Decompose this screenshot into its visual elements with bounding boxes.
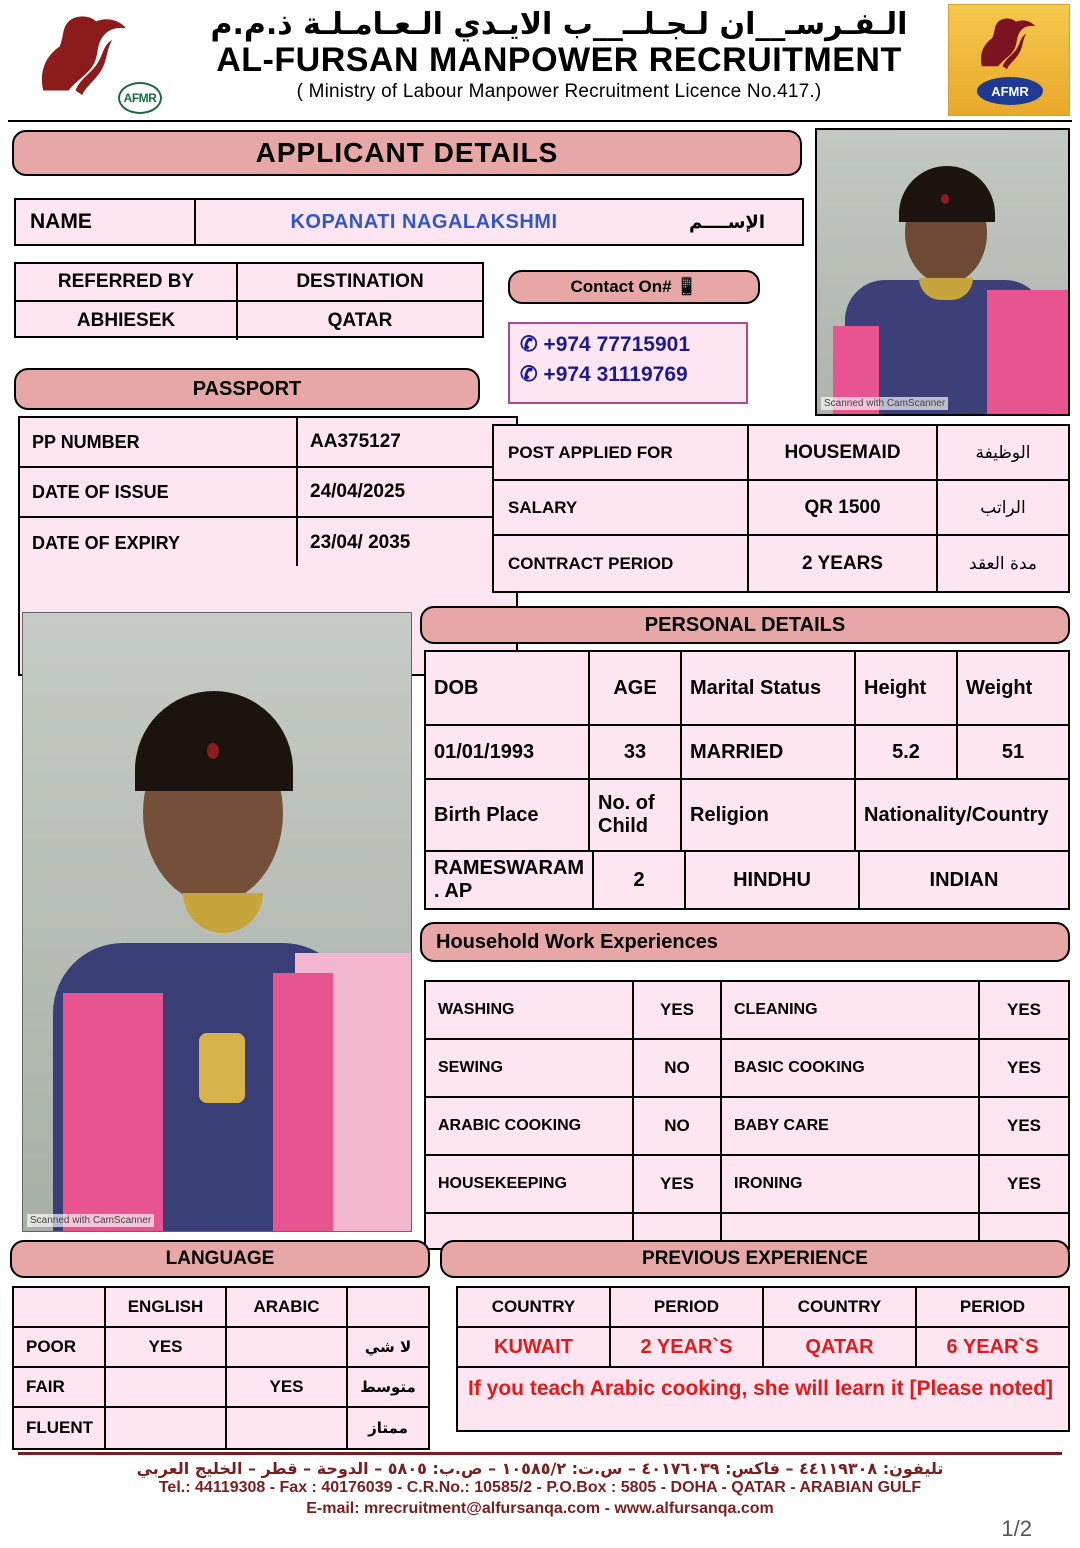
table-row — [20, 468, 516, 518]
header-divider — [8, 120, 1072, 122]
name-label: NAME — [16, 200, 196, 244]
header-text-block — [170, 4, 948, 103]
post-applied-table — [492, 424, 1070, 593]
baby-care-value: YES — [1006, 1116, 1042, 1135]
passport-number-label: PP NUMBER — [20, 418, 298, 466]
baby-care-label: BABY CARE — [722, 1098, 980, 1154]
arabic-cooking-label: ARABIC COOKING — [426, 1098, 634, 1154]
contract-period-arabic: مدة العقد — [969, 553, 1037, 574]
personal-details-table — [424, 650, 1070, 910]
salary-arabic: الراتب — [980, 497, 1026, 518]
date-of-issue-value: 24/04/2025 — [310, 481, 406, 502]
contact-number-1: ✆ +974 77715901 — [520, 333, 690, 356]
table-row — [426, 852, 1068, 908]
table-row — [458, 1288, 1068, 1328]
english-header: ENGLISH — [106, 1288, 227, 1326]
basic-cooking-label: BASIC COOKING — [722, 1040, 980, 1096]
period-header-2: PERIOD — [959, 1297, 1026, 1316]
poor-label: POOR — [14, 1328, 106, 1366]
fair-label: FAIR — [14, 1368, 106, 1406]
cleaning-label: CLEANING — [722, 982, 980, 1038]
sewing-value: NO — [634, 1040, 722, 1096]
fluent-arabic-label: ممتاز — [368, 1419, 408, 1437]
dob-value: 01/01/1993 — [426, 726, 590, 778]
page-number: 1/2 — [1001, 1516, 1032, 1541]
housekeeping-label: HOUSEKEEPING — [426, 1156, 634, 1212]
passport-table — [18, 416, 518, 570]
nationality-header: Nationality/Country — [864, 803, 1049, 826]
no-of-child-value: 2 — [594, 852, 686, 908]
fluent-arabic-value — [227, 1408, 348, 1448]
religion-header: Religion — [682, 780, 856, 850]
birth-place-value: RAMESWARAM . AP — [426, 852, 594, 908]
table-row — [426, 1098, 1068, 1156]
date-of-issue-label: DATE OF ISSUE — [20, 468, 298, 516]
name-label-arabic: الإســــم — [689, 211, 765, 233]
licence-line: ( Ministry of Labour Manpower Recruitment Licence No.417.) — [296, 80, 822, 102]
contract-period-label: CONTRACT PERIOD — [494, 536, 749, 591]
height-value: 5.2 — [856, 726, 958, 778]
table-row — [494, 536, 1068, 591]
company-name-arabic: الـفـرسـ__ان لـجـلــ__ب الايـدي الـعـامـلـة ذ.م.م — [210, 7, 908, 42]
table-row — [426, 780, 1068, 852]
table-row — [426, 726, 1068, 780]
fluent-english-value — [106, 1408, 227, 1448]
post-applied-value: HOUSEMAID — [749, 426, 938, 479]
contact-numbers — [508, 322, 748, 404]
household-work-header: Household Work Experiences — [420, 922, 1070, 962]
marital-status-header: Marital Status — [682, 652, 856, 724]
table-row — [458, 1328, 1068, 1368]
poor-arabic-label: لا شي — [364, 1338, 412, 1356]
table-row — [14, 1408, 428, 1448]
camscanner-watermark-main: Scanned with CamScanner — [27, 1214, 154, 1227]
birth-place-header: Birth Place — [426, 780, 590, 850]
contact-number-2: ✆ +974 31119769 — [520, 363, 688, 387]
page-title: APPLICANT DETAILS — [12, 130, 802, 176]
table-row — [20, 418, 516, 468]
referral-table — [14, 262, 484, 338]
arabic-side-header — [348, 1288, 428, 1326]
dob-header: DOB — [426, 652, 590, 724]
weight-value: 51 — [1001, 740, 1025, 763]
salary-label: SALARY — [494, 481, 749, 534]
mobile-phone-icon: 📱 — [676, 277, 698, 296]
cleaning-value: YES — [1006, 1000, 1042, 1019]
period-value-1: 2 YEAR`S — [611, 1328, 764, 1366]
table-row — [14, 1368, 428, 1408]
poor-arabic-value — [227, 1328, 348, 1366]
household-work-table — [424, 980, 1070, 1250]
poor-english-value: YES — [106, 1328, 227, 1366]
washing-value: YES — [634, 982, 722, 1038]
personal-details-header: PERSONAL DETAILS — [420, 606, 1070, 644]
destination-header: DESTINATION — [296, 271, 424, 292]
salary-value: QR 1500 — [749, 481, 938, 534]
no-of-child-header: No. of Child — [590, 780, 682, 850]
post-applied-label: POST APPLIED FOR — [494, 426, 749, 479]
language-table — [12, 1286, 430, 1450]
sewing-label: SEWING — [426, 1040, 634, 1096]
height-header: Height — [856, 652, 958, 724]
country-value-1: KUWAIT — [458, 1328, 611, 1366]
applicant-photo-top — [815, 128, 1070, 416]
footer-english-2: E-mail: mrecruitment@alfursanqa.com - www.alfursanqa.com — [306, 1500, 774, 1518]
country-value-2: QATAR — [764, 1328, 917, 1366]
experience-note: If you teach Arabic cooking, she will learn it [Please noted] — [468, 1377, 1054, 1400]
fair-arabic-label: متوسط — [360, 1378, 416, 1396]
referred-by-header: REFERRED BY — [16, 264, 238, 300]
table-row — [494, 426, 1068, 481]
name-row — [14, 198, 804, 246]
language-header: LANGUAGE — [10, 1240, 430, 1278]
afmr-badge-left: AFMR — [118, 82, 162, 114]
table-row — [14, 1288, 428, 1328]
footer-english-1: Tel.: 44119308 - Fax : 40176039 - C.R.No.: 10585/2 - P.O.Box : 5805 - DOHA - QATAR - ARABIAN GULF — [158, 1479, 922, 1497]
marital-status-value: MARRIED — [682, 726, 856, 778]
fair-arabic-value: YES — [227, 1368, 348, 1406]
period-header-1: PERIOD — [611, 1288, 764, 1326]
table-row — [426, 1156, 1068, 1214]
contract-period-value: 2 YEARS — [749, 536, 938, 591]
footer-arabic: تليفون: ٤٤١١٩٣٠٨ – فاكس: ٤٠١٧٦٠٣٩ – س.ت: ١٠٥٨٥/٢ – ص.ب: ٥٨٠٥ – الدوحة – قطر – الخليج العربي — [136, 1459, 944, 1479]
contact-header-label: Contact On# — [570, 277, 672, 296]
contact-header — [508, 270, 760, 304]
name-value: KOPANATI NAGALAKSHMI — [290, 210, 558, 233]
age-value: 33 — [590, 726, 682, 778]
previous-experience-header: PREVIOUS EXPERIENCE — [440, 1240, 1070, 1278]
table-row — [20, 518, 516, 568]
document-footer — [0, 1452, 1080, 1520]
age-header: AGE — [590, 652, 682, 724]
company-logo-right — [948, 4, 1070, 116]
note-row — [458, 1368, 1068, 1430]
language-corner-cell — [14, 1288, 106, 1326]
destination-value: QATAR — [327, 310, 393, 331]
applicant-photo-main — [22, 612, 412, 1232]
nationality-value: INDIAN — [929, 868, 999, 891]
afmr-badge-right: AFMR — [977, 77, 1043, 105]
arabic-header: ARABIC — [227, 1288, 348, 1326]
horse-logo-icon-right — [973, 13, 1047, 75]
table-row — [494, 481, 1068, 536]
basic-cooking-value: YES — [1006, 1058, 1042, 1077]
post-applied-arabic: الوظيفة — [975, 442, 1031, 463]
company-logo-left — [10, 4, 170, 116]
table-row — [426, 652, 1068, 726]
table-row — [426, 982, 1068, 1040]
passport-number-value: AA375127 — [310, 431, 401, 452]
previous-experience-table — [456, 1286, 1070, 1432]
fair-english-value — [106, 1368, 227, 1406]
country-header-1: COUNTRY — [458, 1288, 611, 1326]
referred-by-value: ABHIESEK — [16, 302, 238, 340]
camscanner-watermark-top: Scanned with CamScanner — [821, 397, 948, 410]
religion-value: HINDHU — [686, 852, 860, 908]
period-value-2: 6 YEAR`S — [946, 1335, 1039, 1358]
ironing-value: YES — [1006, 1174, 1042, 1193]
document-header — [0, 0, 1080, 120]
arabic-cooking-value: NO — [634, 1098, 722, 1154]
date-of-expiry-label: DATE OF EXPIRY — [20, 518, 298, 568]
housekeeping-value: YES — [634, 1156, 722, 1212]
washing-label: WASHING — [426, 982, 634, 1038]
ironing-label: IRONING — [722, 1156, 980, 1212]
passport-header: PASSPORT — [14, 368, 480, 410]
table-row — [426, 1040, 1068, 1098]
table-row — [14, 1328, 428, 1368]
footer-divider — [18, 1452, 1062, 1455]
company-name-english: AL-FURSAN MANPOWER RECRUITMENT — [216, 41, 902, 79]
country-header-2: COUNTRY — [764, 1288, 917, 1326]
weight-header: Weight — [966, 676, 1033, 699]
fluent-label: FLUENT — [14, 1408, 106, 1448]
date-of-expiry-value: 23/04/ 2035 — [310, 532, 411, 553]
